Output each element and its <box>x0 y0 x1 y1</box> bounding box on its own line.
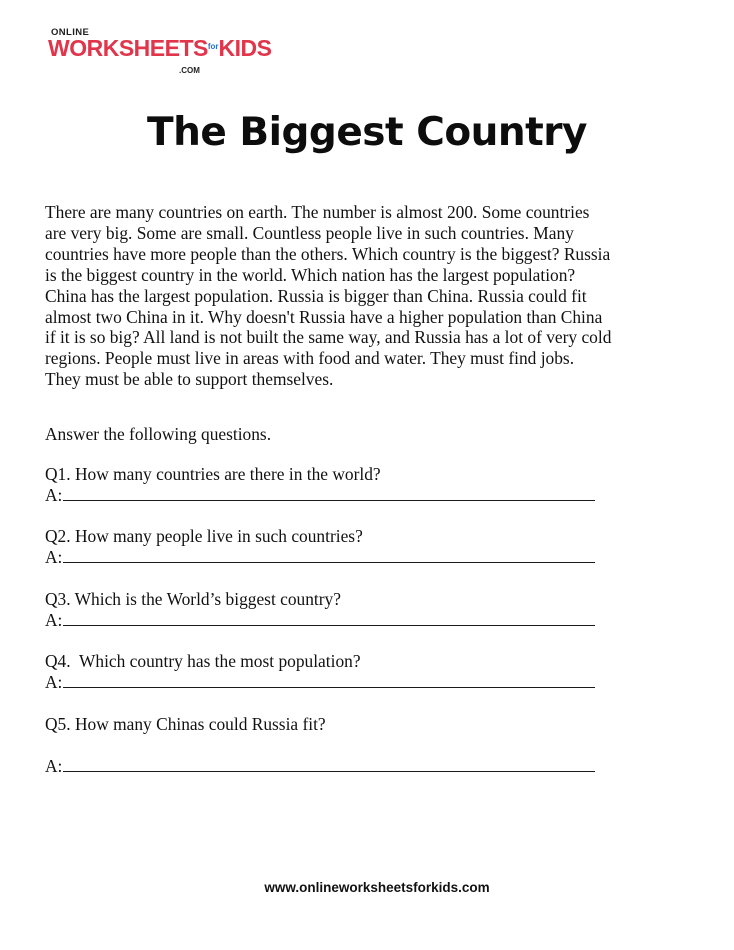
logo-wordmark <box>48 37 271 60</box>
answer-blank[interactable] <box>63 756 595 772</box>
answer-label: A: <box>45 756 63 776</box>
answer-blank[interactable] <box>63 547 595 563</box>
answer-label: A: <box>45 547 63 567</box>
passage-line: China has the largest population. Russia is bigger than China. Russia could fit <box>45 285 587 306</box>
logo-com-text: .COM <box>179 66 200 75</box>
question-4: Q4. Which country has the most population? <box>45 651 361 671</box>
answer-line-2[interactable] <box>45 547 595 568</box>
page-title: The Biggest Country <box>147 110 587 155</box>
passage-line: almost two China in it. Why doesn't Russia have a higher population than China <box>45 306 603 327</box>
passage-line: countries have more people than the others. Which country is the biggest? Russia <box>45 243 611 264</box>
answer-label: A: <box>45 672 63 692</box>
passage-line: There are many countries on earth. The number is almost 200. Some countries <box>45 202 590 222</box>
instruction-text: Answer the following questions. <box>45 424 272 444</box>
answer-line-1[interactable] <box>45 485 595 506</box>
footer-url: www.onlineworksheetsforkids.com <box>264 880 490 895</box>
passage-line: if it is so big? All land is not built the same way, and Russia has a lot of very cold <box>45 327 612 348</box>
logo-for-text: for <box>207 42 219 51</box>
passage-line: regions. People must live in areas with food and water. They must find jobs. <box>45 348 575 369</box>
answer-blank[interactable] <box>63 672 595 688</box>
logo-kids-text: KIDS <box>218 35 272 61</box>
logo-worksheets-text: WORKSHEETS <box>48 35 208 61</box>
answer-line-5[interactable] <box>45 756 595 777</box>
answer-line-3[interactable] <box>45 610 595 631</box>
question-3: Q3. Which is the World’s biggest country? <box>45 589 341 609</box>
reading-passage <box>45 202 693 390</box>
answer-line-4[interactable] <box>45 672 595 693</box>
answer-label: A: <box>45 610 63 630</box>
answer-label: A: <box>45 485 63 505</box>
question-1: Q1. How many countries are there in the world? <box>45 464 381 484</box>
answer-blank[interactable] <box>63 485 595 501</box>
question-2: Q2. How many people live in such countries? <box>45 526 363 546</box>
site-logo <box>47 24 272 80</box>
passage-line: are very big. Some are small. Countless people live in such countries. Many <box>45 222 574 243</box>
answer-blank[interactable] <box>63 610 595 626</box>
passage-line: They must be able to support themselves. <box>45 369 334 390</box>
passage-line: is the biggest country in the world. Which nation has the largest population? <box>45 264 576 285</box>
logo-online-text: ONLINE <box>51 27 90 38</box>
question-5: Q5. How many Chinas could Russia fit? <box>45 714 326 734</box>
